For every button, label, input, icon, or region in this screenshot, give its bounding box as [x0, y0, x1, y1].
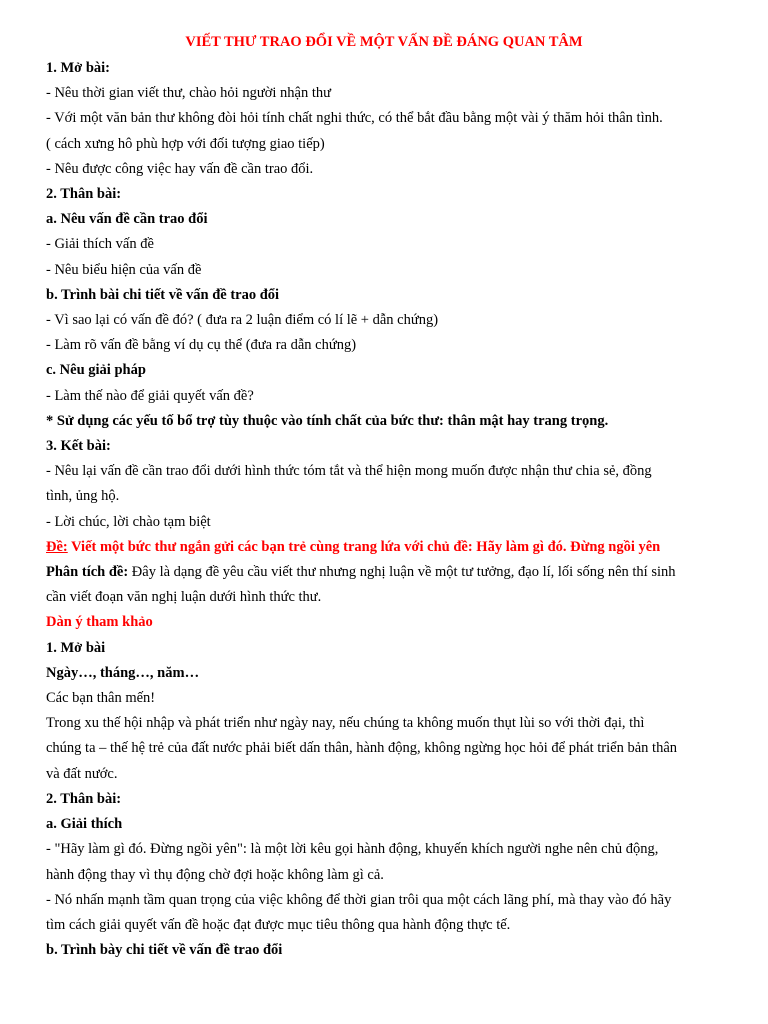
section-b-heading: b. Trình bài chi tiết về vấn đề trao đổi [46, 286, 280, 303]
conclusion-heading: 3. Kết bài: [46, 438, 111, 455]
sample-intro-line: Trong xu thế hội nhập và phát triển như ngày nay, nếu chúng ta không muốn thụt lùi so với thời đại, thì [46, 715, 645, 732]
intro-heading: 1. Mở bài: [46, 60, 111, 76]
prompt-line [46, 535, 722, 560]
sample-a-heading: a. Giải thích [46, 816, 123, 833]
note-line: * Sử dụng các yếu tố bổ trợ tùy thuộc vào tính chất của bức thư: thân mật hay trang trọng. [46, 412, 609, 429]
sample-body-heading: 2. Thân bài: [46, 790, 122, 807]
section-b-item: - Vì sao lại có vấn đề đó? ( đưa ra 2 luận điểm có lí lẽ + dẫn chứng) [46, 312, 439, 329]
sample-b-heading: b. Trình bày chi tiết về vấn đề trao đổi [46, 942, 283, 959]
sample-intro-line: chúng ta – thế hệ trẻ của đất nước phải biết dấn thân, hành động, không ngừng học hỏi để phát triển bản thân [46, 740, 678, 757]
conclusion-item: - Lời chúc, lời chào tạm biệt [46, 513, 211, 530]
prompt-label: Đề: [46, 538, 68, 555]
section-a-item: - Nêu biểu hiện của vấn đề [46, 261, 202, 278]
analysis-text: Đây là dạng đề yêu cầu viết thư nhưng nghị luận về một tư tưởng, đạo lí, lối sống nên thí sinh [128, 564, 676, 581]
intro-item: ( cách xưng hô phù hợp với đối tượng giao tiếp) [46, 135, 325, 152]
section-a-heading: a. Nêu vấn đề cần trao đổi [46, 211, 208, 228]
section-a-item: - Giải thích vấn đề [46, 236, 154, 253]
section-b-item: - Làm rõ vấn đề bằng ví dụ cụ thể (đưa ra dẫn chứng) [46, 337, 357, 354]
sample-a-line: hành động thay vì thụ động chờ đợi hoặc không làm gì cả. [46, 866, 384, 883]
intro-item: - Nêu thời gian viết thư, chào hỏi người nhận thư [46, 85, 331, 102]
sample-a-line: - "Hãy làm gì đó. Đừng ngồi yên": là một lời kêu gọi hành động, khuyến khích người nghe nên chủ động, [46, 841, 659, 858]
intro-item: - Với một văn bản thư không đòi hỏi tính chất nghi thức, có thể bắt đầu bằng một vài ý thăm hỏi thân tình. [46, 110, 663, 127]
prompt-text: Viết một bức thư ngắn gửi các bạn trẻ cùng trang lứa với chủ đề: Hãy làm gì đó. Đừng ngồi yên [67, 538, 661, 555]
document-title: VIẾT THƯ TRAO ĐỔI VỀ MỘT VẤN ĐỀ ĐÁNG QUAN TÂM [185, 34, 583, 50]
body-heading: 2. Thân bài: [46, 186, 122, 203]
sample-a-line: tìm cách giải quyết vấn đề hoặc đạt được mục tiêu thông qua hành động thực tế. [46, 916, 511, 933]
analysis-label: Phân tích đề: [46, 564, 129, 581]
analysis-line [46, 560, 722, 585]
sample-a-line: - Nó nhấn mạnh tầm quan trọng của việc không để thời gian trôi qua một cách lãng phí, mà thay vào đó hãy [46, 891, 672, 908]
sample-intro-line: và đất nước. [46, 765, 118, 782]
conclusion-item: tình, ủng hộ. [46, 488, 120, 505]
section-c-item: - Làm thế nào để giải quyết vấn đề? [46, 387, 254, 404]
greeting-line: Các bạn thân mến! [46, 690, 156, 707]
intro-item: - Nêu được công việc hay vấn đề cần trao đổi. [46, 160, 314, 177]
section-c-heading: c. Nêu giải pháp [46, 362, 146, 379]
date-line: Ngày…, tháng…, năm… [46, 664, 200, 681]
conclusion-item: - Nêu lại vấn đề cần trao đổi dưới hình thức tóm tắt và thể hiện mong muốn được nhận thư chia sẻ, đồng [46, 463, 652, 480]
sample-intro-heading: 1. Mở bài [46, 639, 106, 656]
sample-heading: Dàn ý tham khảo [46, 614, 153, 631]
analysis-line: cần viết đoạn văn nghị luận dưới hình thức thư. [46, 589, 322, 606]
